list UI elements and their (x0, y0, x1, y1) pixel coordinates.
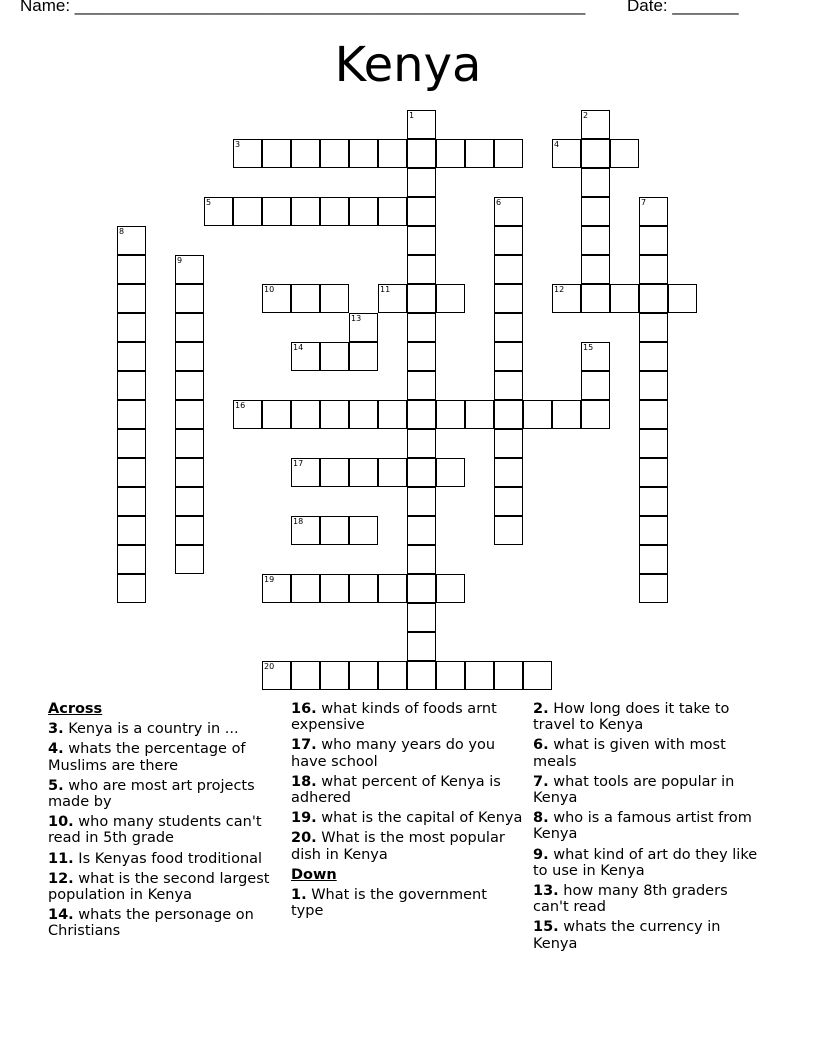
clue-item (533, 883, 765, 915)
grid-cell[interactable] (320, 458, 349, 487)
clue-item-number: 20. (291, 830, 317, 847)
grid-cell[interactable] (494, 516, 523, 545)
grid-cell[interactable] (494, 313, 523, 342)
grid-cell[interactable] (494, 661, 523, 690)
grid-cell[interactable] (117, 371, 146, 400)
grid-cell[interactable] (407, 313, 436, 342)
clue-item-number: 15. (533, 919, 559, 936)
clue-item-text: what is given with most meals (533, 737, 726, 770)
clue-item-number: 1. (291, 887, 307, 904)
grid-cell[interactable] (436, 458, 465, 487)
grid-cell[interactable] (349, 516, 378, 545)
grid-cell[interactable] (175, 255, 204, 284)
clue-item-number: 3. (48, 721, 64, 738)
grid-cell[interactable] (581, 255, 610, 284)
grid-cell[interactable] (436, 400, 465, 429)
grid-cell[interactable] (523, 400, 552, 429)
clue-item-number: 11. (48, 850, 74, 867)
grid-cell[interactable] (581, 400, 610, 429)
grid-cell[interactable] (320, 139, 349, 168)
clue-item (533, 774, 765, 806)
grid-cell[interactable] (639, 458, 668, 487)
grid-cell[interactable] (639, 342, 668, 371)
grid-cell[interactable] (349, 400, 378, 429)
grid-cell[interactable] (581, 284, 610, 313)
clue-number: 3 (235, 140, 241, 149)
grid-cell[interactable] (639, 487, 668, 516)
grid-cell[interactable] (175, 458, 204, 487)
grid-cell[interactable] (407, 545, 436, 574)
grid-cell[interactable] (407, 516, 436, 545)
clue-number: 12 (554, 285, 565, 294)
clue-item-number: 7. (533, 773, 549, 790)
grid-cell[interactable] (262, 139, 291, 168)
clue-item-number: 2. (533, 701, 549, 717)
grid-cell[interactable] (378, 458, 407, 487)
grid-cell[interactable] (175, 516, 204, 545)
grid-cell[interactable] (465, 661, 494, 690)
grid-cell[interactable] (552, 139, 581, 168)
grid-cell[interactable] (349, 661, 378, 690)
clue-item-number: 5. (48, 777, 64, 794)
grid-cell[interactable] (639, 400, 668, 429)
grid-cell[interactable] (581, 342, 610, 371)
clue-number: 1 (409, 111, 415, 120)
clue-item (291, 830, 523, 862)
grid-cell[interactable] (639, 516, 668, 545)
grid-cell[interactable] (117, 400, 146, 429)
grid-cell[interactable] (117, 574, 146, 603)
clue-item-number: 10. (48, 814, 74, 831)
clue-item-number: 17. (291, 737, 317, 754)
grid-cell[interactable] (175, 545, 204, 574)
grid-cell[interactable] (378, 197, 407, 226)
grid-cell[interactable] (407, 342, 436, 371)
grid-cell[interactable] (639, 284, 668, 313)
grid-cell[interactable] (668, 284, 697, 313)
down-heading: Down (291, 866, 337, 883)
clue-number: 15 (583, 343, 594, 352)
grid-cell[interactable] (581, 110, 610, 139)
grid-cell[interactable] (291, 516, 320, 545)
grid-cell[interactable] (465, 400, 494, 429)
clue-item-text: whats the percentage of Muslims are there (48, 741, 246, 774)
grid-cell[interactable] (291, 139, 320, 168)
grid-cell[interactable] (175, 429, 204, 458)
grid-cell[interactable] (639, 313, 668, 342)
clue-item (533, 919, 765, 951)
grid-cell[interactable] (175, 313, 204, 342)
grid-cell[interactable] (494, 197, 523, 226)
grid-cell[interactable] (407, 255, 436, 284)
grid-cell[interactable] (494, 458, 523, 487)
grid-cell[interactable] (262, 197, 291, 226)
clue-item (48, 741, 280, 773)
grid-cell[interactable] (349, 197, 378, 226)
clue-item-text: whats the personage on Christians (48, 907, 254, 940)
clue-item-text: what is the capital of Kenya (316, 810, 523, 827)
grid-cell[interactable] (494, 342, 523, 371)
grid-cell[interactable] (175, 371, 204, 400)
clue-item-text: who is a famous artist from Kenya (533, 810, 752, 843)
grid-cell[interactable] (378, 400, 407, 429)
grid-cell[interactable] (494, 284, 523, 313)
clue-item-number: 6. (533, 737, 549, 754)
clue-number: 2 (583, 111, 589, 120)
grid-cell[interactable] (262, 574, 291, 603)
grid-cell[interactable] (233, 139, 262, 168)
grid-cell[interactable] (581, 168, 610, 197)
clue-item-text: who are most art projects made by (48, 777, 255, 811)
clue-item-text: who many students can't read in 5th grade (48, 814, 262, 847)
grid-cell[interactable] (436, 139, 465, 168)
clue-number: 16 (235, 401, 246, 410)
grid-cell[interactable] (639, 197, 668, 226)
grid-cell[interactable] (349, 139, 378, 168)
grid-cell[interactable] (407, 168, 436, 197)
clue-number: 5 (206, 198, 212, 207)
grid-cell[interactable] (262, 400, 291, 429)
grid-cell[interactable] (639, 574, 668, 603)
grid-cell[interactable] (436, 574, 465, 603)
grid-cell[interactable] (436, 284, 465, 313)
page-title: Kenya (334, 37, 482, 93)
grid-cell[interactable] (291, 661, 320, 690)
grid-cell[interactable] (320, 516, 349, 545)
clue-item-number: 8. (533, 810, 549, 827)
clue-item-text: Is Kenyas food troditional (73, 850, 263, 867)
grid-cell[interactable] (320, 284, 349, 313)
grid-cell[interactable] (291, 284, 320, 313)
grid-cell[interactable] (465, 139, 494, 168)
grid-cell[interactable] (639, 371, 668, 400)
grid-cell[interactable] (639, 429, 668, 458)
date-field-label: Date: _______ (627, 0, 739, 15)
clue-item-text: whats the currency in Kenya (533, 919, 721, 952)
grid-cell[interactable] (117, 255, 146, 284)
grid-cell[interactable] (175, 284, 204, 313)
grid-cell[interactable] (117, 487, 146, 516)
clue-item-text: how many 8th graders can't read (533, 883, 728, 916)
grid-cell[interactable] (407, 197, 436, 226)
clue-number: 6 (496, 198, 502, 207)
grid-cell[interactable] (175, 487, 204, 516)
grid-cell[interactable] (523, 661, 552, 690)
clue-item (533, 737, 765, 769)
grid-cell[interactable] (407, 371, 436, 400)
clue-item (533, 810, 765, 842)
clue-item (48, 907, 280, 939)
grid-cell[interactable] (407, 429, 436, 458)
clue-item-number: 14. (48, 907, 74, 924)
clue-column-1 (48, 701, 280, 944)
grid-cell[interactable] (494, 255, 523, 284)
grid-cell[interactable] (262, 661, 291, 690)
clue-item (291, 774, 523, 806)
clue-item (291, 887, 523, 919)
grid-cell[interactable] (291, 342, 320, 371)
clue-item (291, 737, 523, 769)
clue-item (533, 847, 765, 879)
clue-column-3 (533, 701, 765, 956)
grid-cell[interactable] (407, 139, 436, 168)
clue-item (48, 721, 280, 737)
grid-cell[interactable] (407, 110, 436, 139)
clue-number: 9 (177, 256, 183, 265)
grid-cell[interactable] (494, 371, 523, 400)
grid-cell[interactable] (407, 400, 436, 429)
grid-cell[interactable] (610, 284, 639, 313)
grid-cell[interactable] (581, 197, 610, 226)
clue-item-number: 19. (291, 810, 317, 827)
grid-cell[interactable] (494, 400, 523, 429)
clue-number: 18 (293, 517, 304, 526)
grid-cell[interactable] (291, 197, 320, 226)
clue-column-2 (291, 701, 523, 923)
clue-number: 17 (293, 459, 304, 468)
clue-number: 14 (293, 343, 304, 352)
grid-cell[interactable] (117, 545, 146, 574)
grid-cell[interactable] (378, 574, 407, 603)
grid-cell[interactable] (407, 226, 436, 255)
grid-cell[interactable] (552, 284, 581, 313)
clue-number: 4 (554, 140, 560, 149)
clue-item-text: What is the most popular dish in Kenya (291, 830, 505, 863)
clue-item (533, 701, 765, 733)
clue-item-text: what percent of Kenya is adhered (291, 773, 501, 807)
grid-cell[interactable] (291, 574, 320, 603)
grid-cell[interactable] (610, 139, 639, 168)
grid-cell[interactable] (349, 574, 378, 603)
clue-item-text: what tools are popular in Kenya (533, 773, 735, 807)
grid-cell[interactable] (639, 226, 668, 255)
grid-cell[interactable] (233, 400, 262, 429)
clue-item-text: what is the second largest population in Kenya (48, 870, 270, 904)
grid-cell[interactable] (407, 661, 436, 690)
clue-number: 8 (119, 227, 125, 236)
clue-item-number: 13. (533, 883, 559, 900)
grid-cell[interactable] (320, 400, 349, 429)
clue-number: 19 (264, 575, 275, 584)
clue-number: 13 (351, 314, 362, 323)
grid-cell[interactable] (407, 487, 436, 516)
grid-cell[interactable] (407, 574, 436, 603)
clue-item-text: What is the government type (291, 887, 487, 920)
clue-item-number: 16. (291, 701, 317, 717)
clue-item-text: How long does it take to travel to Kenya (533, 701, 730, 734)
grid-cell[interactable] (581, 371, 610, 400)
grid-cell[interactable] (291, 458, 320, 487)
grid-cell[interactable] (320, 197, 349, 226)
grid-cell[interactable] (639, 255, 668, 284)
grid-cell[interactable] (175, 400, 204, 429)
grid-cell[interactable] (262, 284, 291, 313)
grid-cell[interactable] (494, 139, 523, 168)
grid-cell[interactable] (320, 661, 349, 690)
grid-cell[interactable] (552, 400, 581, 429)
grid-cell[interactable] (639, 545, 668, 574)
clue-item-number: 12. (48, 870, 74, 887)
name-field-label: Name: ______________________________________________________ (20, 0, 586, 15)
clue-item (48, 778, 280, 810)
grid-cell[interactable] (175, 342, 204, 371)
clue-item (291, 810, 523, 826)
grid-cell[interactable] (320, 574, 349, 603)
clue-item-number: 9. (533, 846, 549, 863)
grid-cell[interactable] (117, 284, 146, 313)
clue-item (48, 814, 280, 846)
clue-item (48, 871, 280, 903)
grid-cell[interactable] (407, 458, 436, 487)
clue-item-text: what kinds of foods arnt expensive (291, 701, 497, 734)
grid-cell[interactable] (407, 632, 436, 661)
grid-cell[interactable] (320, 342, 349, 371)
clue-item-text: Kenya is a country in ... (63, 721, 239, 738)
grid-cell[interactable] (204, 197, 233, 226)
grid-cell[interactable] (349, 458, 378, 487)
grid-cell[interactable] (349, 313, 378, 342)
grid-cell[interactable] (117, 342, 146, 371)
grid-cell[interactable] (378, 661, 407, 690)
grid-cell[interactable] (349, 342, 378, 371)
clue-number: 10 (264, 285, 275, 294)
grid-cell[interactable] (581, 139, 610, 168)
grid-cell[interactable] (117, 458, 146, 487)
clue-item (48, 851, 280, 867)
grid-cell[interactable] (117, 429, 146, 458)
grid-cell[interactable] (117, 516, 146, 545)
clue-number: 7 (641, 198, 647, 207)
clue-item (291, 701, 523, 733)
across-heading: Across (48, 701, 103, 717)
grid-cell[interactable] (378, 139, 407, 168)
grid-cell[interactable] (291, 400, 320, 429)
grid-cell[interactable] (494, 487, 523, 516)
grid-cell[interactable] (494, 429, 523, 458)
grid-cell[interactable] (233, 197, 262, 226)
grid-cell[interactable] (117, 226, 146, 255)
grid-cell[interactable] (407, 603, 436, 632)
grid-cell[interactable] (407, 284, 436, 313)
clue-item-number: 4. (48, 741, 64, 758)
grid-cell[interactable] (117, 313, 146, 342)
clue-number: 20 (264, 662, 275, 671)
grid-cell[interactable] (378, 284, 407, 313)
clue-item-text: who many years do you have school (291, 737, 496, 770)
clue-number: 11 (380, 285, 391, 294)
grid-cell[interactable] (436, 661, 465, 690)
grid-cell[interactable] (581, 226, 610, 255)
clue-item-number: 18. (291, 773, 317, 790)
grid-cell[interactable] (494, 226, 523, 255)
clue-item-text: what kind of art do they like to use in Kenya (533, 846, 758, 879)
